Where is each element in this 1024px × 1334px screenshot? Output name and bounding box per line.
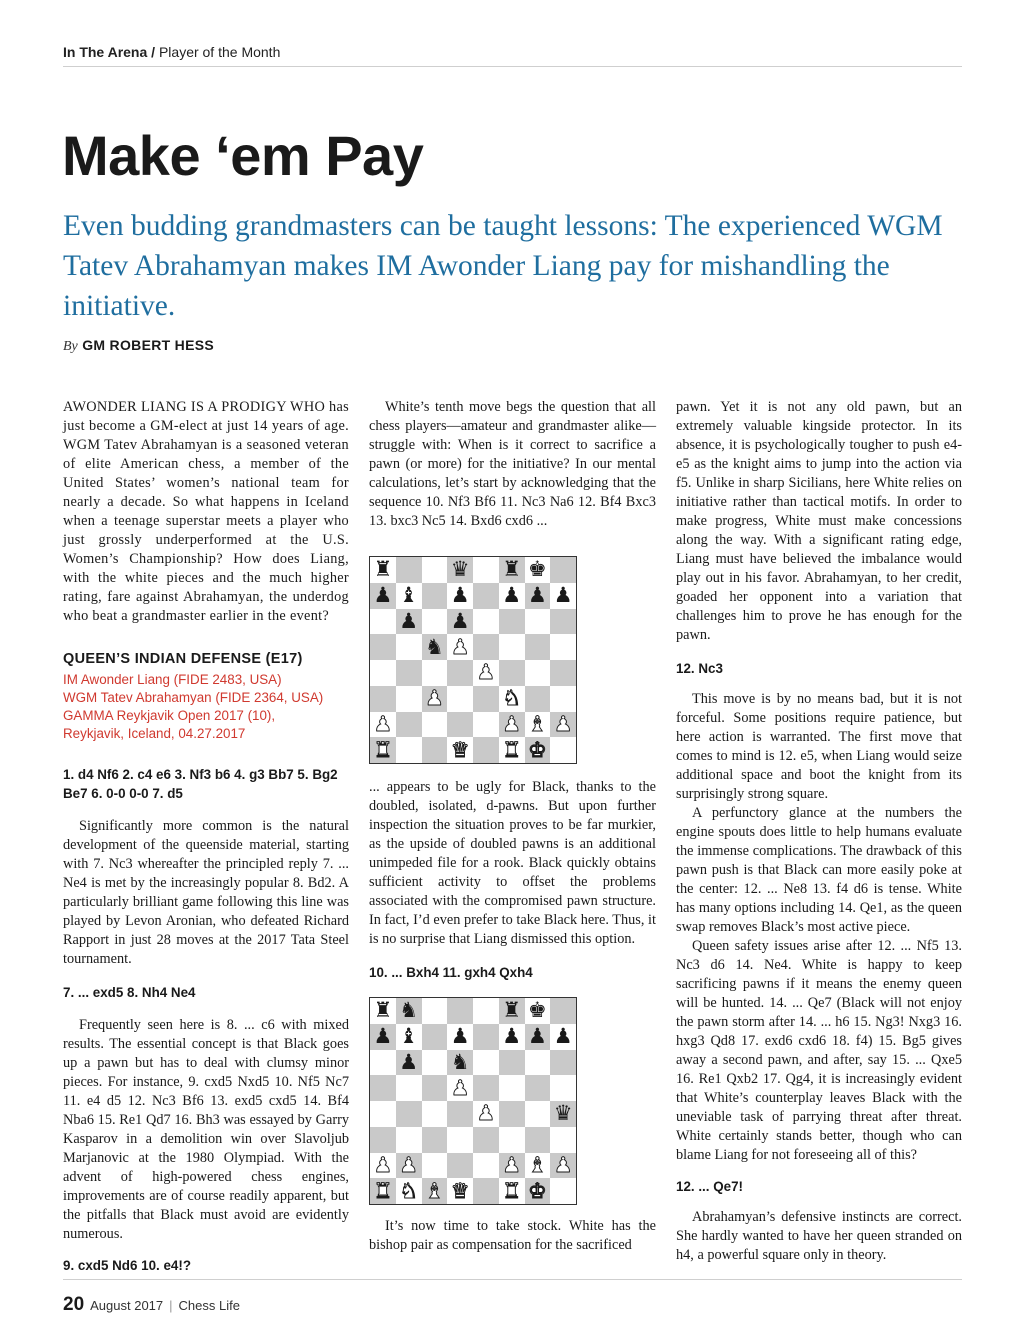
board-square xyxy=(473,557,499,583)
event-name: GAMMA Reykjavik Open 2017 (10), xyxy=(63,708,276,723)
white-queen-icon: ♛ xyxy=(447,1178,473,1204)
black-queen-icon: ♛ xyxy=(447,557,473,583)
board-square xyxy=(396,1075,422,1101)
board-square xyxy=(473,1075,499,1101)
board-square xyxy=(370,609,396,635)
white-rook-icon: ♜ xyxy=(499,737,525,763)
board-square xyxy=(550,1050,576,1076)
black-rook-icon: ♜ xyxy=(499,998,525,1024)
white-rook-icon: ♜ xyxy=(370,737,396,763)
board-square xyxy=(473,686,499,712)
board-square xyxy=(396,712,422,738)
paragraph: Significantly more common is the natural development of the queenside material, starting with 7. Nc3 whereafter the principled reply 7. ... Ne4 is met by the increasingly popular 8. Bd2. A particularly brilliant game following this line was played by Levon Aronian, who defeated Richard Rapport in just 28 moves at the 2017 Tata Steel tournament. xyxy=(63,818,349,967)
paragraph: Abrahamyan’s defensive instincts are correct. She hardly wanted to have her queen stranded on h4, a powerful square only in theory. xyxy=(676,1209,962,1263)
subsection-label: Player of the Month xyxy=(158,44,281,60)
board-square xyxy=(550,557,576,583)
white-king-icon: ♚ xyxy=(525,1178,551,1204)
board-square xyxy=(525,1101,551,1127)
black-pawn-icon: ♟ xyxy=(499,583,525,609)
white-pawn-icon: ♟ xyxy=(550,1153,576,1179)
black-queen-icon: ♛ xyxy=(550,1101,576,1127)
paragraph: This move is by no means bad, but it is not forceful. Some positions require patience, but here action is warranted. The first move that comes to mind is 12. e5, when Liang would seize additional space and boot the knight from its surprisingly strong square. xyxy=(676,691,962,802)
board-square xyxy=(550,634,576,660)
paragraph: A perfunctory glance at the numbers the engine spouts does little to help humans evaluate the immense complications. The drawback of this pawn push is that Black can more easily poke at the center: 12. ... Ne8 13. f4 d6 is tense. White has many options including 14. Qe1, as the queen swap removes Black’s most active piece. xyxy=(676,805,962,935)
game-info xyxy=(63,671,349,743)
board-square xyxy=(422,1127,448,1153)
board-square xyxy=(422,1024,448,1050)
white-pawn-icon: ♟ xyxy=(422,686,448,712)
column-2-bottom xyxy=(369,1217,656,1255)
board-square xyxy=(422,998,448,1024)
white-bishop-icon: ♝ xyxy=(525,712,551,738)
black-pawn-icon: ♟ xyxy=(370,583,396,609)
black-bishop-icon: ♝ xyxy=(396,583,422,609)
board-square xyxy=(396,557,422,583)
board-square xyxy=(473,1153,499,1179)
moves-10-11: 10. ... Bxh4 11. gxh4 Qxh4 xyxy=(369,965,533,980)
board-square xyxy=(525,660,551,686)
black-pawn-icon: ♟ xyxy=(550,583,576,609)
board-square xyxy=(422,737,448,763)
byline-author: GM ROBERT HESS xyxy=(82,337,214,353)
opening-heading: QUEEN’S INDIAN DEFENSE (E17) xyxy=(63,651,303,667)
intro-paragraph: AWONDER LIANG IS A PRODIGY WHO has just become a GM-elect at just 14 years of age. WGM Tatev Abrahamyan is a seasoned veteran of elite American chess, a member of the United States’ women’s national team for nearly a decade. So what happens in Iceland when a teenage superstar meets a player who just grossly underperformed at the U.S. Women’s Championship? How does Liang, with the white pieces and the much higher rating, fare against Abrahamyan, the underdog who beat a grandmaster earlier in the event? xyxy=(63,399,349,624)
paragraph: Frequently seen here is 8. ... c6 with mixed results. The essential concept is that Black goes up a pawn but has to deal with clumsy minor pieces. For instance, 9. cxd5 Nxd5 10. Nf5 Nc7 11. e4 d5 12. Nc3 Bf6 13. exd5 cxd5 14. Bf4 Nba6 15. Re1 Qd7 16. Bh3 was essayed by Garry Kasparov in a demolition win over Slavoljub Marjanovic at the 1980 Olympiad. With the advent of high-powered chess engines, improvements are of course readily apparent, but the pitfalls that Black must avoid are evidently numerous. xyxy=(63,1017,349,1242)
issue-date: August 2017 xyxy=(90,1298,164,1313)
black-pawn-icon: ♟ xyxy=(525,583,551,609)
board-square xyxy=(396,1127,422,1153)
board-square xyxy=(525,1050,551,1076)
board-square xyxy=(422,609,448,635)
white-king-icon: ♚ xyxy=(525,737,551,763)
column-1 xyxy=(63,398,349,1275)
board-square xyxy=(473,634,499,660)
chess-diagram xyxy=(369,997,577,1205)
board-square xyxy=(447,998,473,1024)
black-bishop-icon: ♝ xyxy=(396,1024,422,1050)
footer-separator: | xyxy=(169,1298,173,1313)
white-pawn-icon: ♟ xyxy=(473,660,499,686)
white-queen-icon: ♛ xyxy=(447,737,473,763)
board-square xyxy=(499,1101,525,1127)
paragraph: ... appears to be ugly for Black, thanks to the doubled, isolated, d-pawns. But upon further inspection the situation proves to be far murkier, as the upside of doubled pawns is an additional unimpeded file for a rook. Black quickly obtains sufficient activity to offset the problems associated with the compromised pawn structure. In fact, I’d even prefer to take Black here. Thus, it is no surprise that Liang dismissed this option. xyxy=(369,779,656,947)
byline xyxy=(63,337,214,355)
board-square xyxy=(447,1101,473,1127)
board-square xyxy=(396,686,422,712)
black-rook-icon: ♜ xyxy=(499,557,525,583)
board-square xyxy=(473,712,499,738)
board-square xyxy=(525,1075,551,1101)
footer-rule xyxy=(63,1279,962,1280)
white-pawn-icon: ♟ xyxy=(499,1153,525,1179)
white-player: IM Awonder Liang (FIDE 2483, USA) xyxy=(63,672,282,687)
board-square xyxy=(499,660,525,686)
board-square xyxy=(422,1101,448,1127)
move-12: 12. Nc3 xyxy=(676,661,723,676)
section-separator: / xyxy=(151,44,156,60)
paragraph: pawn. Yet it is not any old pawn, but an extremely valuable kingside protector. In its absence, it is psychologically tougher to push e4-e5 as the knight aims to jump into the action via f5. Unlike in sharp Sicilians, here White relies on initiative rather than tactical motifs. In order to make progress, White must make concessions along the way. With a significant rating edge, Liang must have believed the imbalance would play out in his favor. Abrahamyan, to her credit, goaded her opponent into a variation that challenges him to prove he has enough for the pawn. xyxy=(676,399,962,643)
board-square xyxy=(525,686,551,712)
black-player: WGM Tatev Abrahamyan (FIDE 2364, USA) xyxy=(63,690,324,705)
board-square xyxy=(473,1178,499,1204)
moves-9-10: 9. cxd5 Nd6 10. e4!? xyxy=(63,1258,192,1273)
board-square xyxy=(550,998,576,1024)
black-pawn-icon: ♟ xyxy=(370,1024,396,1050)
running-head xyxy=(63,44,280,60)
board-square xyxy=(550,609,576,635)
black-pawn-icon: ♟ xyxy=(550,1024,576,1050)
board-square xyxy=(499,634,525,660)
board-square xyxy=(499,1050,525,1076)
footer xyxy=(63,1294,240,1316)
board-square xyxy=(370,660,396,686)
board-square xyxy=(499,1127,525,1153)
black-rook-icon: ♜ xyxy=(370,557,396,583)
board-square xyxy=(447,1153,473,1179)
board-square xyxy=(473,998,499,1024)
black-pawn-icon: ♟ xyxy=(525,1024,551,1050)
page-number: 20 xyxy=(63,1294,85,1315)
black-pawn-icon: ♟ xyxy=(447,1024,473,1050)
header-rule xyxy=(63,66,962,67)
white-rook-icon: ♜ xyxy=(499,1178,525,1204)
board-square xyxy=(473,609,499,635)
black-pawn-icon: ♟ xyxy=(396,609,422,635)
column-3 xyxy=(676,398,962,1265)
board-square xyxy=(550,1178,576,1204)
board-square xyxy=(499,1075,525,1101)
white-pawn-icon: ♟ xyxy=(447,634,473,660)
white-knight-icon: ♞ xyxy=(396,1178,422,1204)
board-square xyxy=(473,737,499,763)
white-pawn-icon: ♟ xyxy=(396,1153,422,1179)
board-square xyxy=(550,737,576,763)
board-square xyxy=(396,1101,422,1127)
white-pawn-icon: ♟ xyxy=(370,712,396,738)
board-square xyxy=(550,660,576,686)
board-square xyxy=(422,712,448,738)
board-square xyxy=(447,712,473,738)
column-2 xyxy=(369,398,656,531)
board-square xyxy=(447,686,473,712)
black-knight-icon: ♞ xyxy=(447,1050,473,1076)
white-rook-icon: ♜ xyxy=(370,1178,396,1204)
byline-prefix: By xyxy=(63,339,78,354)
board-square xyxy=(370,634,396,660)
board-square xyxy=(550,1127,576,1153)
white-bishop-icon: ♝ xyxy=(422,1178,448,1204)
white-pawn-icon: ♟ xyxy=(447,1075,473,1101)
board-square xyxy=(422,557,448,583)
black-pawn-icon: ♟ xyxy=(396,1050,422,1076)
board-square xyxy=(550,686,576,712)
board-square xyxy=(422,660,448,686)
moves-7-8: 7. ... exd5 8. Nh4 Ne4 xyxy=(63,985,196,1000)
board-square xyxy=(422,1153,448,1179)
board-square xyxy=(396,634,422,660)
white-bishop-icon: ♝ xyxy=(525,1153,551,1179)
board-square xyxy=(422,583,448,609)
magazine-name: Chess Life xyxy=(178,1298,240,1313)
column-2-middle xyxy=(369,778,656,982)
white-pawn-icon: ♟ xyxy=(550,712,576,738)
white-pawn-icon: ♟ xyxy=(473,1101,499,1127)
event-place-date: Reykjavik, Iceland, 04.27.2017 xyxy=(63,726,246,741)
board-square xyxy=(525,1127,551,1153)
black-knight-icon: ♞ xyxy=(422,634,448,660)
chess-diagram xyxy=(369,556,577,764)
article-title: Make ‘em Pay xyxy=(62,124,424,187)
black-pawn-icon: ♟ xyxy=(447,583,473,609)
board-square xyxy=(473,1024,499,1050)
black-pawn-icon: ♟ xyxy=(447,609,473,635)
board-square xyxy=(370,1127,396,1153)
board-square xyxy=(422,1075,448,1101)
board-square xyxy=(473,1050,499,1076)
black-rook-icon: ♜ xyxy=(370,998,396,1024)
black-knight-icon: ♞ xyxy=(396,998,422,1024)
board-square xyxy=(370,1050,396,1076)
paragraph: Queen safety issues arise after 12. ... Nf5 13. Nc3 d6 14. Ne4. White is happy to keep sacrificing pawns if it means the enemy queen will be hunted. 14. ... Qe7 (Black will not enjoy the pawn storm after 14. ... h6 15. Ng3! Nxg3 16. hxg3 Qd8 17. exd6 cxd6 18. f4) 15. Bg5 gives away a second pawn, and after, say 15. ... Qxe5 16. Re1 Qxb2 17. Qg4, it is increasingly evident that White’s counterplay leaves Black with the uneviable task of parrying threat after threat. White certainly stands better, though who can blame Liang for not foreseeing all of this? xyxy=(676,938,962,1163)
board-square xyxy=(525,634,551,660)
board-square xyxy=(447,1127,473,1153)
move-12-black: 12. ... Qe7! xyxy=(676,1179,743,1194)
board-square xyxy=(370,1101,396,1127)
black-pawn-icon: ♟ xyxy=(499,1024,525,1050)
white-pawn-icon: ♟ xyxy=(370,1153,396,1179)
board-square xyxy=(473,583,499,609)
white-knight-icon: ♞ xyxy=(499,686,525,712)
board-square xyxy=(396,737,422,763)
board-square xyxy=(550,1075,576,1101)
board-square xyxy=(447,660,473,686)
board-square xyxy=(422,1050,448,1076)
board-square xyxy=(396,660,422,686)
black-king-icon: ♚ xyxy=(525,557,551,583)
paragraph: White’s tenth move begs the question that all chess players—amateur and grandmaster alike—struggle with: When is it correct to sacrifice a pawn (or more) for the initiative? In our mental calculations, let’s start by acknowledging that the sequence 10. Nf3 Bf6 11. Nc3 Na6 12. Bf4 Bxc3 13. bxc3 Nc5 14. Bxd6 cxd6 ... xyxy=(369,399,656,529)
board-square xyxy=(370,686,396,712)
article-subtitle: Even budding grandmasters can be taught lessons: The experienced WGM Tatev Abrahamyan makes IM Awonder Liang pay for mishandling the initiative. xyxy=(63,210,943,322)
board-square xyxy=(525,609,551,635)
paragraph: It’s now time to take stock. White has the bishop pair as compensation for the sacrificed xyxy=(369,1218,656,1253)
board-square xyxy=(499,609,525,635)
white-pawn-icon: ♟ xyxy=(499,712,525,738)
black-king-icon: ♚ xyxy=(525,998,551,1024)
moves-1-7: 1. d4 Nf6 2. c4 e6 3. Nf3 b6 4. g3 Bb7 5. Bg2 Be7 6. 0-0 0-0 7. d5 xyxy=(63,767,338,801)
section-label: In The Arena xyxy=(63,44,148,60)
board-square xyxy=(370,1075,396,1101)
board-square xyxy=(473,1127,499,1153)
